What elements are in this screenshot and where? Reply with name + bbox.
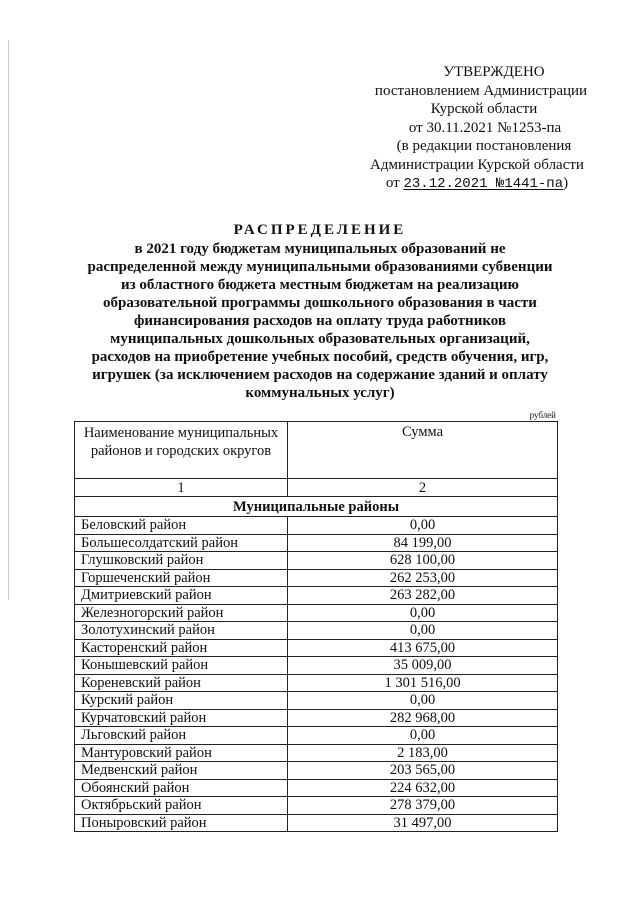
table-row (75, 674, 558, 692)
district-sum: 2 183,00 (288, 744, 558, 762)
table-row (75, 692, 558, 710)
approval-revision-suffix: ) (563, 175, 569, 191)
district-sum: 628 100,00 (288, 552, 558, 570)
table-row (75, 569, 558, 587)
district-sum: 0,00 (288, 727, 558, 745)
table-row (75, 534, 558, 552)
table-row (75, 517, 558, 535)
column-number-1: 1 (75, 479, 288, 497)
district-sum: 0,00 (288, 622, 558, 640)
district-sum: 0,00 (288, 517, 558, 535)
district-sum: 263 282,00 (288, 587, 558, 605)
approval-revision-note: (в редакции постановления (396, 138, 572, 154)
section-row (75, 497, 558, 517)
title-line: распределенной между муниципальными образованиями субвенции (87, 259, 553, 275)
district-name: Кореневский район (75, 674, 288, 692)
district-name: Глушковский район (75, 552, 288, 570)
table-row (75, 727, 558, 745)
table-row (75, 604, 558, 622)
table-header-row (75, 422, 558, 479)
district-name: Мантуровский район (75, 744, 288, 762)
budget-table (74, 421, 558, 832)
district-name: Большесолдатский район (75, 534, 288, 552)
district-name: Поныровский район (75, 814, 288, 832)
table-row (75, 797, 558, 815)
district-name: Беловский район (75, 517, 288, 535)
table-row (75, 639, 558, 657)
title-line: муниципальных дошкольных образовательных организаций, (110, 331, 530, 347)
district-sum: 1 301 516,00 (288, 674, 558, 692)
district-sum: 0,00 (288, 604, 558, 622)
table-row (75, 657, 558, 675)
title-line: игрушек (за исключением расходов на содержание зданий и оплату (92, 367, 548, 383)
approval-revision-date-line (330, 174, 610, 194)
approval-authority: постановлением Администрации (374, 82, 588, 99)
title-line: из областного бюджета местным бюджетам на реализацию (121, 277, 519, 293)
header-sum-cell: Сумма (288, 422, 558, 479)
title-heading: РАСПРЕДЕЛЕНИЕ (233, 222, 407, 238)
district-sum: 278 379,00 (288, 797, 558, 815)
table-row (75, 587, 558, 605)
district-name: Золотухинский район (75, 622, 288, 640)
title-line: образовательной программы дошкольного образования в части (103, 295, 537, 311)
approval-revision-prefix: от (385, 175, 400, 191)
district-sum: 413 675,00 (288, 639, 558, 657)
district-name: Медвенский район (75, 762, 288, 780)
approval-region: Курской области (430, 101, 538, 117)
district-name: Железногорский район (75, 604, 288, 622)
document-title (80, 221, 560, 402)
approval-decree-number: от 30.11.2021 №1253-па (408, 119, 562, 136)
table-row (75, 552, 558, 570)
table-row (75, 762, 558, 780)
district-name: Дмитриевский район (75, 587, 288, 605)
table-row (75, 779, 558, 797)
table-row (75, 709, 558, 727)
district-name: Курчатовский район (75, 709, 288, 727)
district-sum: 203 565,00 (288, 762, 558, 780)
district-name: Льговский район (75, 727, 288, 745)
district-name: Конышевский район (75, 657, 288, 675)
approval-block (330, 63, 610, 194)
approval-revision-authority: Администрации Курской области (370, 156, 584, 173)
district-name: Касторенский район (75, 639, 288, 657)
district-sum: 224 632,00 (288, 779, 558, 797)
column-number-row (75, 479, 558, 497)
column-number-2: 2 (288, 479, 558, 497)
table-row (75, 744, 558, 762)
title-line: коммунальных услуг) (245, 385, 395, 401)
approval-revision-date: 23.12.2021 №1441-па (403, 176, 564, 192)
district-sum: 35 009,00 (288, 657, 558, 675)
approval-status: УТВЕРЖДЕНО (443, 64, 545, 80)
district-sum: 31 497,00 (288, 814, 558, 832)
page-edge-line (8, 40, 9, 600)
currency-note: рублей (529, 410, 556, 420)
district-sum: 282 968,00 (288, 709, 558, 727)
district-name: Горшеченский район (75, 569, 288, 587)
district-name: Октябрьский район (75, 797, 288, 815)
header-name-cell: Наименование муниципальных районов и городских округов (75, 422, 288, 479)
title-line: в 2021 году бюджетам муниципальных образований не (134, 241, 506, 257)
section-title: Муниципальные районы (75, 497, 558, 517)
district-sum: 84 199,00 (288, 534, 558, 552)
district-name: Обоянский район (75, 779, 288, 797)
title-line: расходов на приобретение учебных пособий, средств обучения, игр, (91, 349, 549, 365)
district-name: Курский район (75, 692, 288, 710)
title-line: финансирования расходов на оплату труда работников (133, 313, 507, 329)
table-row (75, 814, 558, 832)
table-row (75, 622, 558, 640)
district-sum: 262 253,00 (288, 569, 558, 587)
district-sum: 0,00 (288, 692, 558, 710)
